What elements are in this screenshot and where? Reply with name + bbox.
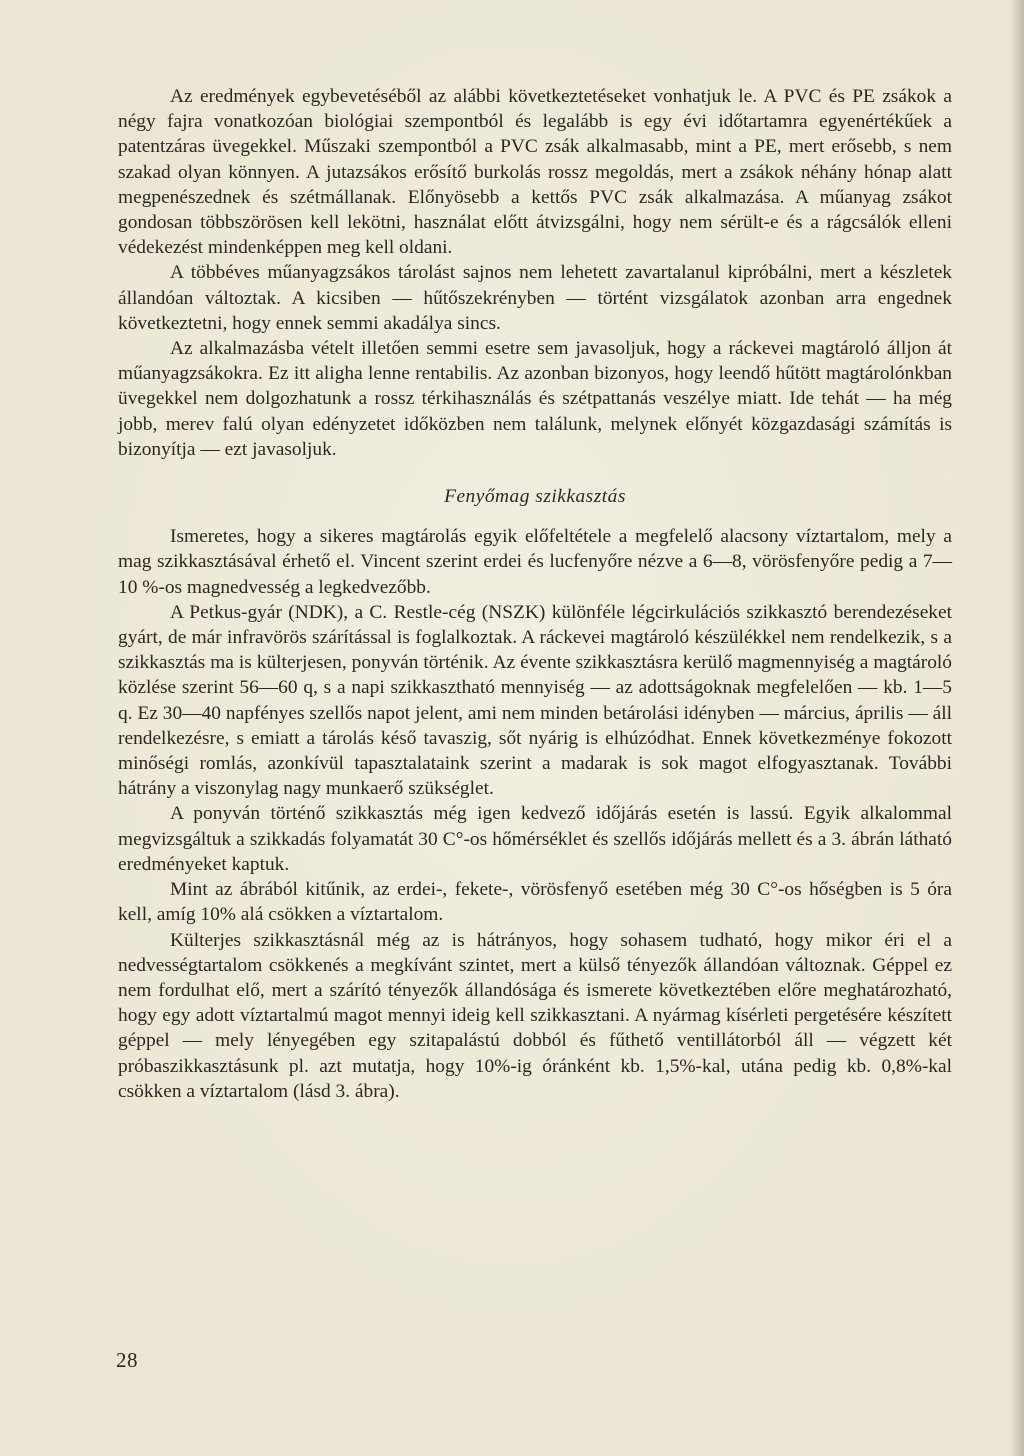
paragraph: Külterjes szikkasztásnál még az is hátrányos, hogy sohasem tudható, hogy mikor éri el a nedvességtartalom csökkenés a megkívánt szintet, mert a külső tényezők állandóan változnak. Géppel ez nem fordulhat elő, mert a szárító tényezők állandósága és ismerete következtében előre meghatározható, hogy egy adott víztartalmú magot mennyi ideig kell szikkasztani. A nyármag kísérleti pergetésére készített géppel — mely lényegében egy szitapalástú dobból és fűthető ventillátorból áll — végzett két próbaszikkasztásunk pl. azt mutatja, hogy 10%-ig óránként kb. 1,5%-kal, utána pedig kb. 0,8%-kal csökken a víztartalom (lásd 3. ábra). [118, 929, 952, 1102]
paragraph: Ismeretes, hogy a sikeres magtárolás egyik előfeltétele a megfelelő alacsony víztartalom, mely a mag szikkasztásával érhető el. Vincent szerint erdei és lucfenyőre nézve a 6—8, vörösfenyőre pedig a 7—10 %-os magnedvesség a legkedvezőbb. [118, 526, 952, 598]
section-heading: Fenyőmag szikkasztás [444, 486, 626, 508]
paragraph: A Petkus-gyár (NDK), a C. Restle-cég (NSZK) különféle légcirkulációs szikkasztó berendezéseket gyárt, de már infravörös szárítással is foglalkoztak. A ráckevei magtároló készülékkel nem rendelkezik, s a szikkasztás ma is külterjesen, ponyván történik. Az évente szikkasztásra kerülő magmennyiség a magtároló közlése szerint 56—60 q, s a napi szikkasztható mennyiség — az adottságoknak megfelelően — kb. 1—5 q. Ez 30—40 napfényes szellős napot jelent, ami nem minden betárolási idényben — március, április — áll rendelkezésre, s emiatt a tárolás késő tavaszig, sőt nyárig is elhúzódhat. Ennek következménye fokozott minőségi romlás, azonkívül tapasztalataink szerint a madarak is sok magot elfogyasztanak. További hátrány a viszonylag nagy munkaerő szükséglet. [118, 601, 952, 800]
paragraph: Az alkalmazásba vételt illetően semmi esetre sem javasoljuk, hogy a ráckevei magtároló álljon át műanyagzsákokra. Ez itt aligha lenne rentabilis. Az azonban bizonyos, hogy leendő hűtött magtárolónkban üvegekkel nem dolgozhatunk a rossz térkihasználás és szétpattanás veszélye miatt. Ide tehát — ha még jobb, merev falú olyan edényzetet időközben nem találunk, melynek előnyét közgazdasági számítás is bizonyítja — ezt javasoljuk. [118, 338, 952, 460]
page-number: 28 [116, 1348, 138, 1372]
paragraph: A ponyván történő szikkasztás még igen kedvező időjárás esetén is lassú. Egyik alkalommal megvizsgáltuk a szikkadás folyamatát 30 C°-os hőmérséklet és szellős időjárás mellett és a 3. ábrán látható eredményeket kaptuk. [118, 803, 952, 875]
body-text [118, 84, 952, 1104]
paragraph: Az eredmények egybevetéséből az alábbi következtetéseket vonhatjuk le. A PVC és PE zsákok a négy fajra vonatkozóan biológiai szempontból és legalább is egy évi időtartamra egyenértékűek a patentzáras üvegekkel. Műszaki szempontból a PVC zsák alkalmasabb, mint a PE, mert erősebb, s nem szakad olyan könnyen. A jutazsákos erősítő burkolás rossz megoldás, mert a zsákok néhány hónap alatt megpenészednek és szétmállanak. Előnyösebb a kettős PVC zsák alkalmazása. A műanyag zsákot gondosan többszörösen kell lekötni, használat előtt átvizsgálni, hogy nem sérült-e és a rágcsálók elleni védekezést mindenképpen meg kell oldani. [118, 86, 952, 259]
paragraph: Mint az ábrából kitűnik, az erdei-, fekete-, vörösfenyő esetében még 30 C°-os hőségben is 5 óra kell, amíg 10% alá csökken a víztartalom. [118, 879, 952, 926]
page-edge-shadow [1010, 0, 1024, 1456]
paragraph: A többéves műanyagzsákos tárolást sajnos nem lehetett zavartalanul kipróbálni, mert a készletek állandóan változtak. A kicsiben — hűtőszekrényben — történt vizsgálatok azonban arra engednek következtetni, hogy ennek semmi akadálya sincs. [118, 262, 952, 334]
